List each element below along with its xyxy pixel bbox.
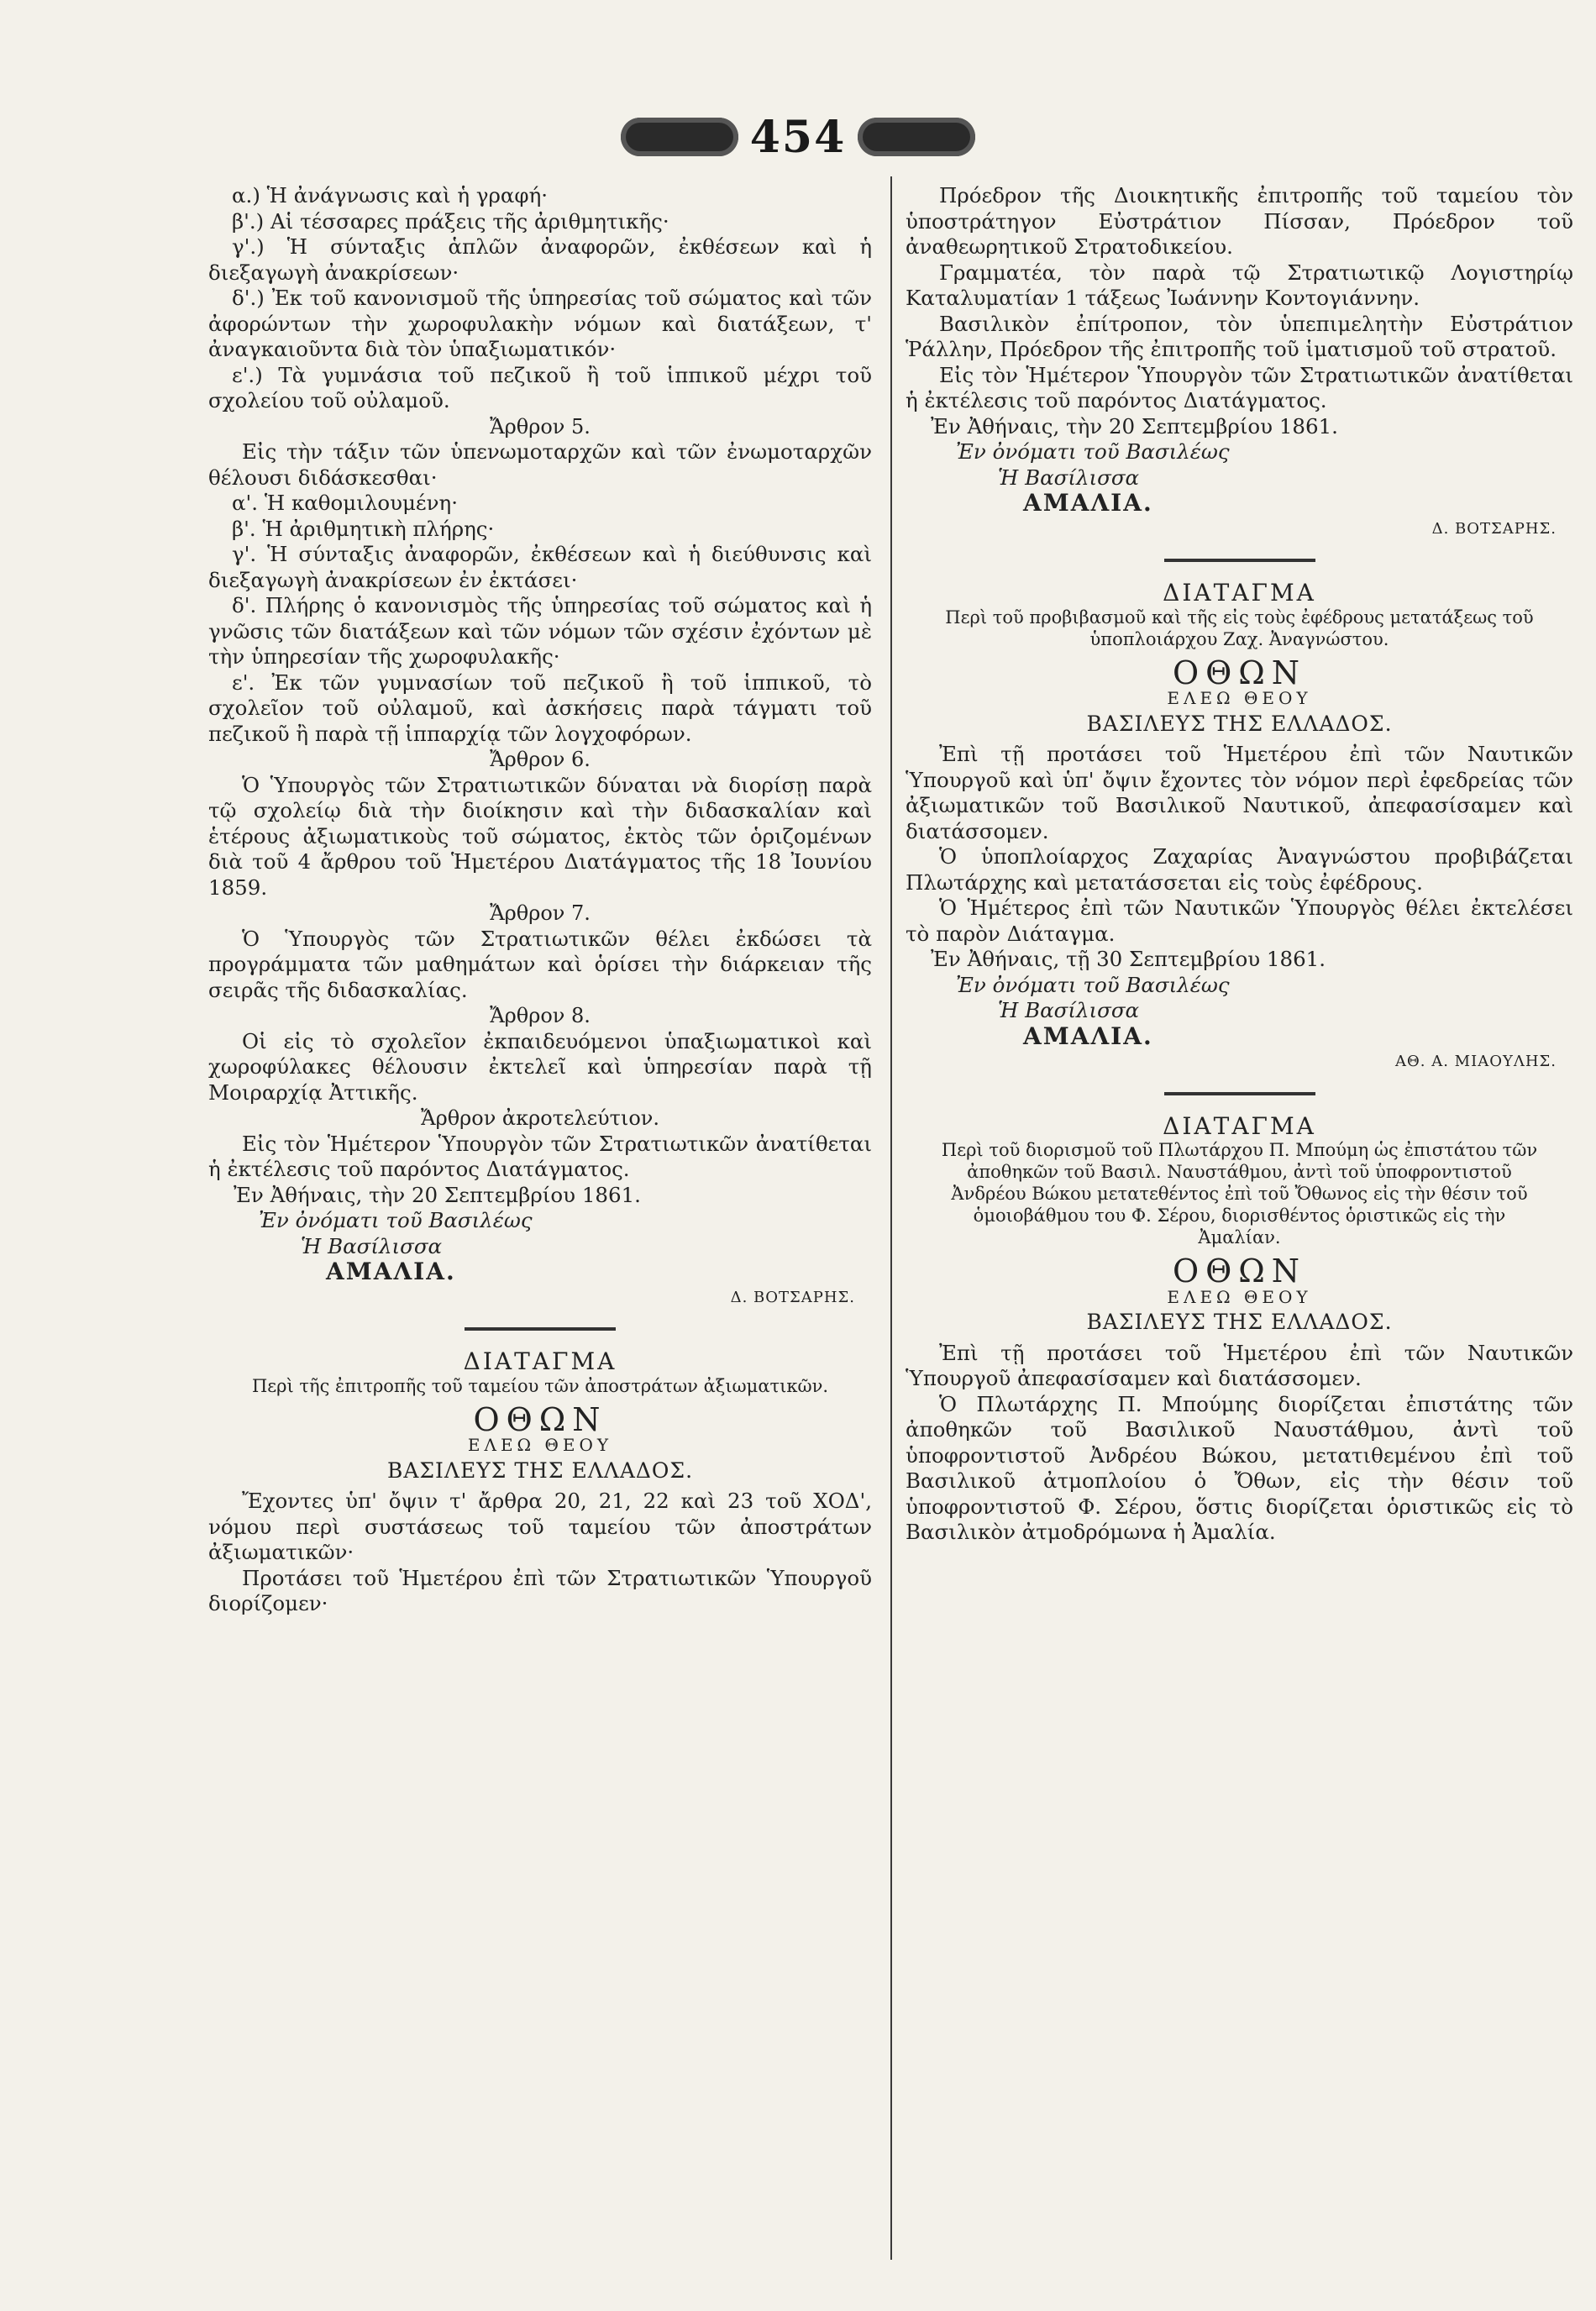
page-header [0,108,1596,166]
king-title: ΒΑΣΙΛΕΥΣ ΤΗΣ ΕΛΛΑΔΟΣ. [1086,711,1393,736]
column-divider [890,176,892,2260]
decree-title: ΔΙΑΤΑΓΜΑ [1163,1111,1316,1140]
list-item: ε'.) Τὰ γυμνάσια τοῦ πεζικοῦ ἢ τοῦ ἱππικοῦ μέχρι τοῦ σχολείου τοῦ οὐλαμοῦ. [208,362,872,412]
left-ornament [621,118,738,156]
left-column [208,183,872,1617]
signature: ΑΜΑΛΙΑ. [1023,489,1153,517]
ruler-name: ΟΘΩΝ [1172,654,1307,691]
minister-signature: Δ. ΒΟΤΣΑΡΗΣ. [730,1288,855,1306]
minister-signature: ΑΘ. Α. ΜΙΑΟΥΛΗΣ. [1395,1053,1557,1070]
decree-date: Ἐν Ἀθήναις, τὴν 20 Σεπτεμβρίου 1861. [234,1182,641,1207]
king-title: ΒΑΣΙΛΕΥΣ ΤΗΣ ΕΛΛΑΔΟΣ. [1086,1310,1393,1334]
decree-text: Ὁ Ἡμέτερος ἐπὶ τῶν Ναυτικῶν Ὑπουργὸς θέλει ἐκτελέσει τὸ παρὸν Διάταγμα. [906,896,1573,946]
closing-formula: Ἐν ὀνόματι τοῦ Βασιλέως [956,972,1230,997]
right-column [906,183,1573,1546]
decree-text: Βασιλικὸν ἐπίτροπον, τὸν ὑπεπιμελητὴν Εὐστράτιον Ῥάλλην, Πρόεδρον τῆς ἐπιτροπῆς τοῦ ἱματισμοῦ τοῦ στρατοῦ. [906,311,1573,361]
article-heading: Ἄρθρον 5. [490,414,591,439]
decree-text: Ἐπὶ τῇ προτάσει τοῦ Ἡμετέρου ἐπὶ τῶν Ναυτικῶν Ὑπουργοῦ καὶ ὑπ' ὄψιν ἔχοντες τὸν νόμον περὶ ἐφεδρείας τῶν ἀξιωματικῶν τοῦ Βασιλικοῦ Ναυτικοῦ, ἀπεφασίσαμεν καὶ διατάσσομεν. [906,742,1573,843]
list-item: δ'. Πλήρης ὁ κανονισμὸς τῆς ὑπηρεσίας τοῦ σώματος καὶ ἡ γνῶσις τῶν διατάξεων καὶ τῶν νόμων τῶν σχέσιν ἐχόντων μὲ τὴν ὑπηρεσίαν τῆς χωροφυλακῆς· [208,593,872,669]
decree-title: ΔΙΑΤΑΓΜΑ [1163,579,1316,607]
closing-formula: Ἐν ὀνόματι τοῦ Βασιλέως [259,1208,533,1232]
grace-formula: ΕΛΕΩ ΘΕΟΥ [1167,1286,1312,1307]
decree-text: Ἐπὶ τῇ προτάσει τοῦ Ἡμετέρου ἐπὶ τῶν Ναυτικῶν Ὑπουργοῦ ἀπεφασίσαμεν καὶ διατάσσομεν. [906,1340,1573,1390]
ruler-name: ΟΘΩΝ [1172,1253,1307,1289]
queen-title: Ἡ Βασίλισσα [998,465,1140,490]
list-item: α.) Ἡ ἀνάγνωσις καὶ ἡ γραφή· [232,183,549,207]
list-item: γ'. Ἡ σύνταξις ἀναφορῶν, ἐκθέσεων καὶ ἡ διεύθυνσις καὶ διεξαγωγὴ ἀνακρίσεων ἐν ἐκτάσει· [208,542,872,592]
article-text: Εἰς τὴν τάξιν τῶν ὑπενωμοταρχῶν καὶ τῶν ἐνωμοταρχῶν θέλουσι διδάσκεσθαι· [208,439,872,490]
article-text: Ὁ Ὑπουργὸς τῶν Στρατιωτικῶν θέλει ἐκδώσει τὰ προγράμματα τῶν μαθημάτων καὶ ὁρίσει τὴν διάρκειαν τῆς σειρᾶς τῆς διδασκαλίας. [208,926,872,1002]
article-heading: Ἄρθρον 6. [490,748,591,771]
decree-text: Προτάσει τοῦ Ἡμετέρου ἐπὶ τῶν Στρατιωτικῶν Ὑπουργοῦ διορίζομεν· [208,1565,872,1615]
article-heading: Ἄρθρον 8. [490,1004,591,1027]
section-rule [1164,559,1315,562]
king-title: ΒΑΣΙΛΕΥΣ ΤΗΣ ΕΛΛΑΔΟΣ. [386,1458,694,1483]
minister-signature: Δ. ΒΟΤΣΑΡΗΣ. [1431,519,1557,538]
ruler-name: ΟΘΩΝ [473,1400,607,1438]
decree-text: Ὁ Πλωτάρχης Π. Μπούμης διορίζεται ἐπιστάτης τῶν ἀποθηκῶν τοῦ Βασιλικοῦ Ναυστάθμου, ἀντὶ τοῦ ὑποφροντιστοῦ Ἀνδρέου Βώκου, μετατιθεμένου ἐπὶ τοῦ Βασιλικοῦ ἀτμοπλοίου ὁ Ὄθων, εἰς τὴν θέσιν τοῦ ὑποφροντιστοῦ Φ. Σέρου, ὅστις διορίζεται ὁριστικῶς εἰς τὸ Βασιλικὸν ἀτμοδρόμωνα ἡ Ἀμαλία. [906,1391,1573,1544]
article-text: Οἱ εἰς τὸ σχολεῖον ἐκπαιδευόμενοι ὑπαξιωματικοὶ καὶ χωροφύλακες θέλουσιν ἐκτελεῖ καὶ ὑπηρεσίαν παρὰ τῇ Μοιραρχίᾳ Ἀττικῆς. [208,1028,872,1105]
article-heading: Ἄρθρον 7. [490,901,591,925]
signature: ΑΜΑΛΙΑ. [1023,1022,1153,1050]
queen-title: Ἡ Βασίλισσα [301,1233,443,1258]
decree-text: Ὁ ὑποπλοίαρχος Ζαχαρίας Ἀναγνώστου προβιβάζεται Πλωτάρχης καὶ μετατάσσεται εἰς τοὺς ἐφέδρους. [906,844,1573,895]
page-number: 454 [749,111,847,163]
section-rule [1164,1092,1315,1095]
list-item: ε'. Ἐκ τῶν γυμνασίων τοῦ πεζικοῦ ἢ τοῦ ἱππικοῦ, τὸ σχολεῖον τοῦ οὐλαμοῦ, καὶ ἀσκήσεις παρὰ τάγματι τοῦ πεζικοῦ ἢ παρὰ τῇ ἱππαρχίᾳ τῶν λογχοφόρων. [208,670,872,746]
decree-text: Εἰς τὸν Ἡμέτερον Ὑπουργὸν τῶν Στρατιωτικῶν ἀνατίθεται ἡ ἐκτέλεσις τοῦ παρόντος Διατάγματος. [906,362,1573,412]
queen-title: Ἡ Βασίλισσα [998,998,1140,1022]
decree-subject: Περὶ τῆς ἐπιτροπῆς τοῦ ταμείου τῶν ἀποστράτων ἀξιωματικῶν. [251,1375,829,1396]
decree-text: Ἔχοντες ὑπ' ὄψιν τ' ἄρθρα 20, 21, 22 καὶ 23 τοῦ ΧΟΔ', νόμου περὶ συστάσεως τοῦ ταμείου τῶν ἀποστράτων ἀξιωματικῶν· [208,1489,872,1564]
grace-formula: ΕΛΕΩ ΘΕΟΥ [467,1435,613,1455]
decree-date: Ἐν Ἀθήναις, τὴν 20 Σεπτεμβρίου 1861. [931,413,1338,439]
article-heading: Ἄρθρον ἀκροτελεύτιον. [420,1106,659,1130]
list-item: β'.) Αἱ τέσσαρες πράξεις τῆς ἀριθμητικῆς· [232,208,669,234]
decree-title: ΔΙΑΤΑΓΜΑ [463,1347,617,1375]
decree-subject: Περὶ τοῦ προβιβασμοῦ καὶ τῆς εἰς τοὺς ἐφέδρους μετατάξεως τοῦ ὑποπλοιάρχου Ζαχ. Ἀναγνώστου. [945,607,1534,649]
decree-subject: Περὶ τοῦ διορισμοῦ τοῦ Πλωτάρχου Π. Μπούμη ὡς ἐπιστάτου τῶν ἀποθηκῶν τοῦ Βασιλ. Ναυστάθμου, ἀντὶ τοῦ ὑποφροντιστοῦ Ἀνδρέου Βώκου μετατεθέντος ἐπὶ τοῦ Ὄθωνος εἰς τὴν θέσιν τοῦ ὁμοιοβάθμου του Φ. Σέρου, διορισθέντος ὁριστικῶς εἰς τὴν Ἀμαλίαν. [941,1140,1538,1247]
section-rule [465,1327,616,1331]
list-item: δ'.) Ἐκ τοῦ κανονισμοῦ τῆς ὑπηρεσίας τοῦ σώματος καὶ τῶν ἀφορώντων τὴν χωροφυλακὴν νόμων καὶ διατάξεων, τ' ἀναγκαιοῦντα διὰ τὸν ὑπαξιωματικόν· [208,286,872,361]
article-text: Ὁ Ὑπουργὸς τῶν Στρατιωτικῶν δύναται νὰ διορίσῃ παρὰ τῷ σχολείῳ διὰ τὴν διοίκησιν καὶ τὴν διδασκαλίαν καὶ ἑτέρους ἀξιωματικοὺς τοῦ σώματος, ἐκτὸς τῶν ὁριζομένων διὰ τοῦ 4 ἄρθρου τοῦ Ἡμετέρου Διατάγματος τῆς 18 Ἰουνίου 1859. [208,772,872,900]
list-item: α'. Ἡ καθομιλουμένη· [232,491,458,515]
right-ornament [858,118,975,156]
decree-text: Πρόεδρον τῆς Διοικητικῆς ἐπιτροπῆς τοῦ ταμείου τὸν ὑποστράτηγον Εὐστράτιον Πίσσαν, Πρόεδρον τοῦ ἀναθεωρητικοῦ Στρατοδικείου. [906,183,1573,259]
article-text: Εἰς τὸν Ἡμέτερον Ὑπουργὸν τῶν Στρατιωτικῶν ἀνατίθεται ἡ ἐκτέλεσις τοῦ παρόντος Διατάγματος. [208,1131,872,1181]
grace-formula: ΕΛΕΩ ΘΕΟΥ [1167,688,1312,708]
decree-text: Γραμματέα, τὸν παρὰ τῷ Στρατιωτικῷ Λογιστηρίῳ Καταλυματίαν 1 τάξεως Ἰωάννην Κοντογιάννην. [906,260,1573,310]
signature: ΑΜΑΛΙΑ. [326,1258,456,1285]
decree-date: Ἐν Ἀθήναις, τῇ 30 Σεπτεμβρίου 1861. [931,947,1326,971]
list-item: β'. Ἡ ἀριθμητικὴ πλήρης· [232,516,495,541]
closing-formula: Ἐν ὀνόματι τοῦ Βασιλέως [956,439,1230,464]
list-item: γ'.) Ἡ σύνταξις ἁπλῶν ἀναφορῶν, ἐκθέσεων καὶ ἡ διεξαγωγὴ ἀνακρίσεων· [208,234,872,285]
